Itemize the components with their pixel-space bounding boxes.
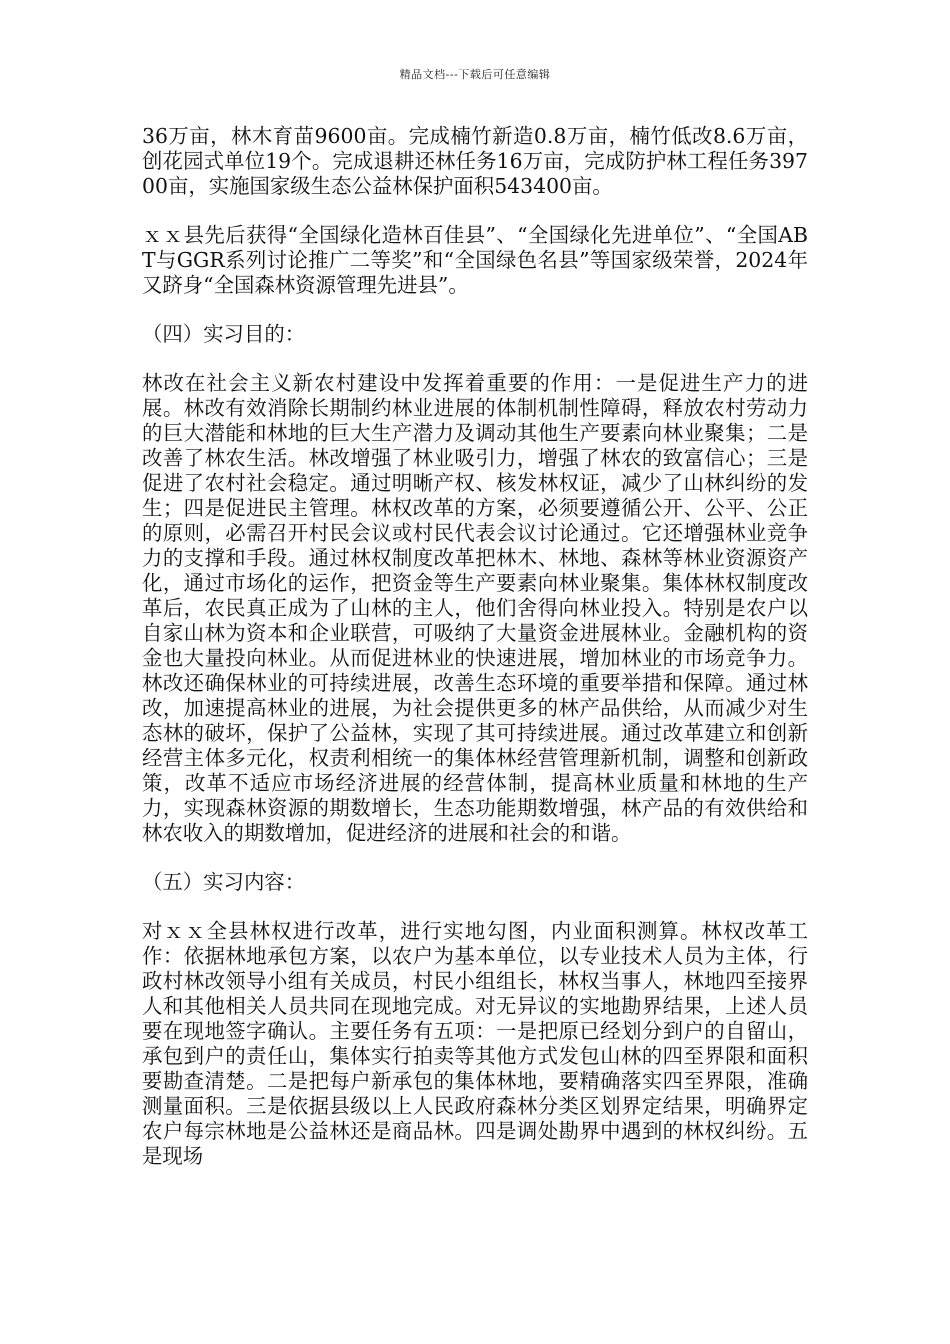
section-heading-content: （五）实习内容：	[142, 870, 306, 894]
page-header: 精品文档---下载后可任意编辑	[399, 68, 551, 81]
paragraph-statistics: 36万亩，林木育苗9600亩。完成楠竹新造0.8万亩，楠竹低改8.6万亩，创花园式单位19个。完成退耕还林任务16万亩，完成防护林工程任务39700亩，实施国家级生态公益林保护面积543400亩。	[142, 124, 808, 198]
document-body	[142, 124, 808, 1169]
paragraph-purpose: 林改在社会主义新农村建设中发挥着重要的作用：一是促进生产力的进展。林改有效消除长期制约林业进展的体制机制性障碍，释放农村劳动力的巨大潜能和林地的巨大生产潜力及调动其他生产要素向林业聚集；二是改善了林农生活。林改增强了林业吸引力，增强了林农的致富信心；三是促进了农村社会稳定。通过明晰产权、核发林权证，减少了山林纠纷的发生；四是促进民主管理。林权改革的方案，必须要遵循公开、公平、公正的原则，必需召开村民会议或村民代表会议讨论通过。它还增强林业竞争力的支撑和手段。通过林权制度改革把林木、林地、森林等林业资源资产化，通过市场化的运作，把资金等生产要素向林业聚集。集体林权制度改革后，农民真正成为了山林的主人，他们舍得向林业投入。特别是农户以自家山林为资本和企业联营，可吸纳了大量资金进展林业。金融机构的资金也大量投向林业。从而促进林业的快速进展，增加林业的市场竞争力。林改还确保林业的可持续进展，改善生态环境的重要举措和保障。通过林改，加速提高林业的进展，为社会提供更多的林产品供给，从而减少对生态林的破坏，保护了公益林，实现了其可持续进展。通过改革建立和创新经营主体多元化，权责利相统一的集体林经营管理新机制，调整和创新政策，改革不适应市场经济进展的经营体制，提高林业质量和林地的生产力，实现森林资源的期数增长，生态功能期数增强，林产品的有效供给和林农收入的期数增加，促进经济的进展和社会的和谐。	[142, 371, 808, 845]
paragraph-content: 对ｘｘ全县林权进行改革，进行实地勾图，内业面积测算。林权改革工作：依据林地承包方案，以农户为基本单位，以专业技术人员为主体，行政村林改领导小组有关成员，村民小组组长，林权当事人，林地四至接界人和其他相关人员共同在现地完成。对无异议的实地勘界结果，上述人员要在现地签字确认。主要任务有五项：一是把原已经划分到户的自留山，承包到户的责任山，集体实行拍卖等其他方式发包山林的四至界限和面积要勘查清楚。二是把每户新承包的集体林地，要精确落实四至界限，准确测量面积。三是依据县级以上人民政府森林分类区划界定结果，明确界定农户每宗林地是公益林还是商品林。四是调处勘界中遇到的林权纠纷。五是现场	[142, 919, 808, 1168]
paragraph-honors: ｘｘ县先后获得“全国绿化造林百佳县”、“全国绿化先进单位”、“全国ABT与GGR系列讨论推广二等奖”和“全国绿色名县”等国家级荣誉，2024年又跻身“全国森林资源管理先进县”。	[142, 223, 808, 297]
section-heading-purpose: （四）实习目的：	[142, 322, 306, 346]
